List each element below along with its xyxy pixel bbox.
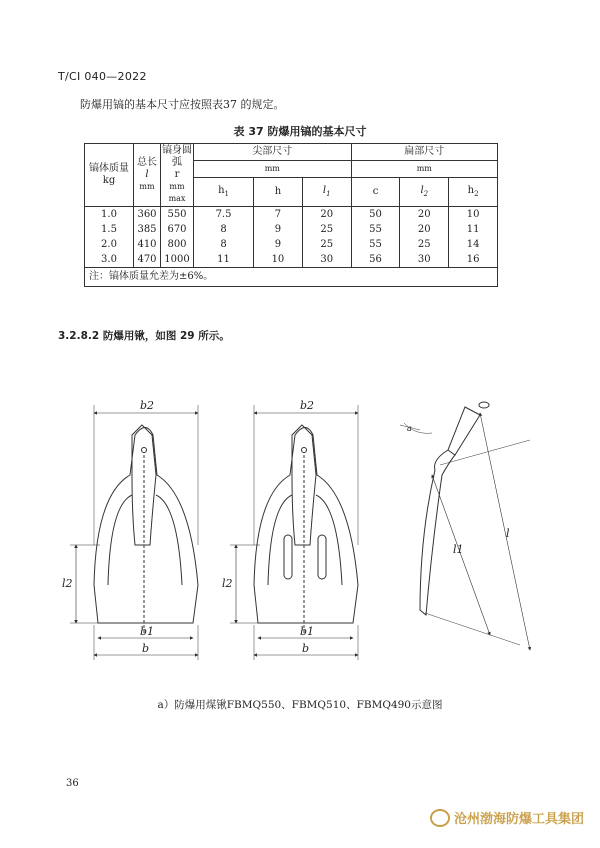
- shovel-drawing: [60, 395, 540, 665]
- intro-paragraph: 防爆用镐的基本尺寸应按照表37 的规定。: [80, 98, 285, 111]
- table-row: 1.5 385 670 8 9 25 55 20 11: [85, 222, 498, 237]
- shovel-side-view: [400, 402, 530, 650]
- label-a: a: [407, 424, 412, 433]
- shovel-slotted-view: [230, 405, 358, 660]
- header-flat-group: 扁部尺寸: [351, 144, 497, 161]
- label-b-2: b: [302, 642, 310, 655]
- document-code: T/CI 040—2022: [58, 70, 147, 83]
- label-l2: l2: [62, 577, 73, 590]
- label-b2: b2: [140, 399, 155, 412]
- dimensions-table: [84, 143, 498, 287]
- header-h: h: [254, 178, 303, 207]
- header-length: 总长 l mm: [134, 144, 161, 207]
- header-h2: $h_2$: [449, 178, 498, 207]
- header-flat-unit: mm: [351, 161, 497, 178]
- header-c: c: [351, 178, 400, 207]
- label-b1-2: b1: [300, 625, 315, 638]
- watermark: 沧州渤海防爆工具集团: [430, 808, 584, 827]
- header-tip-group: 尖部尺寸: [194, 144, 352, 161]
- header-h1: $h_1$: [194, 178, 254, 207]
- shovel-front-view: [70, 405, 198, 660]
- table-row: 1.0 360 550 7.5 7 20 50 20 10: [85, 207, 498, 223]
- section-heading: 3.2.8.2 防爆用锹，如图 29 所示。: [58, 330, 230, 342]
- header-l1: $l_1$: [302, 178, 351, 207]
- table-row: 3.0 470 1000 11 10 30 56 30 16: [85, 252, 498, 268]
- label-l: l: [506, 527, 510, 540]
- label-l2-2: l2: [222, 577, 233, 590]
- table-row: 2.0 410 800 8 9 25 55 25 14: [85, 237, 498, 252]
- label-b2-2: b2: [300, 399, 315, 412]
- header-mass: 镐体质量 kg: [85, 144, 134, 207]
- header-arc: 镐身圆 弧 r mm max: [161, 144, 194, 207]
- table-caption: 表 37 防爆用镐的基本尺寸: [233, 125, 367, 138]
- page-number: 36: [66, 778, 79, 789]
- label-l1: l1: [453, 543, 464, 556]
- figure-caption: a）防爆用煤锹FBMQ550、FBMQ510、FBMQ490示意图: [157, 699, 443, 711]
- label-b1: b1: [140, 625, 155, 638]
- table-note: 注：镐体质量允差为±6%。: [85, 268, 498, 287]
- header-l2: $l_2$: [400, 178, 449, 207]
- wechat-icon: [430, 809, 450, 827]
- header-tip-unit: mm: [194, 161, 352, 178]
- label-b: b: [142, 642, 150, 655]
